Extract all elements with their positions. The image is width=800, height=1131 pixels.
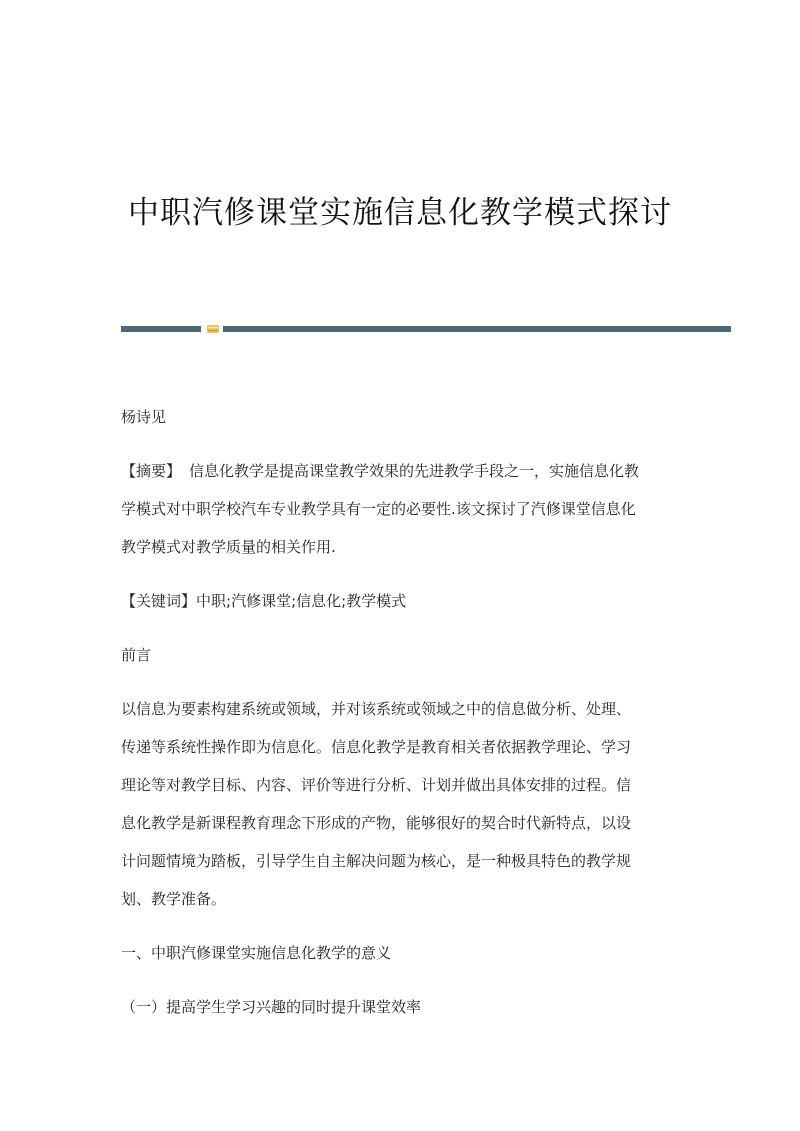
title-divider	[121, 325, 731, 333]
preface-heading: 前言	[121, 646, 152, 664]
preface-line: 以信息为要素构建系统或领域，并对该系统或领域之中的信息做分析、处理、	[121, 700, 632, 718]
preface-line: 传递等系统性操作即为信息化。信息化教学是教育相关者依据教学理论、学习	[121, 738, 632, 756]
abstract-line	[121, 452, 681, 490]
keywords-label: 【关键词】	[121, 592, 197, 610]
keywords-line	[121, 582, 681, 620]
abstract-text-line: 教学模式对教学质量的相关作用.	[121, 538, 336, 556]
divider-bar-left	[121, 326, 201, 332]
document-title: 中职汽修课堂实施信息化教学模式探讨	[128, 195, 672, 231]
pencil-icon	[207, 324, 219, 334]
preface-paragraph	[121, 690, 681, 918]
section-heading: 一、中职汽修课堂实施信息化教学的意义	[121, 944, 392, 962]
preface-line: 计问题情境为踏板，引导学生自主解决问题为核心，是一种极具特色的教学规	[121, 852, 632, 870]
subsection-heading: （一）提高学生学习兴趣的同时提升课堂效率	[121, 998, 422, 1016]
preface-line: 息化教学是新课程教育理念下形成的产物，能够很好的契合时代新特点，以设	[121, 814, 632, 832]
abstract-paragraph	[121, 452, 681, 566]
document-body	[121, 398, 681, 1026]
preface-line: 划、教学准备。	[121, 890, 227, 908]
keywords-text: 中职;汽修课堂;信息化;教学模式	[196, 592, 407, 610]
abstract-text-line: 学模式对中职学校汽车专业教学具有一定的必要性.该文探讨了汽修课堂信息化	[121, 500, 636, 518]
author-name: 杨诗见	[121, 408, 167, 426]
preface-line: 理论等对教学目标、内容、评价等进行分析、计划并做出具体安排的过程。信	[121, 776, 632, 794]
abstract-text-line: 信息化教学是提高课堂教学效果的先进教学手段之一，实施信息化教	[189, 462, 640, 480]
divider-bar-right	[223, 326, 731, 332]
abstract-label: 【摘要】	[121, 462, 182, 480]
